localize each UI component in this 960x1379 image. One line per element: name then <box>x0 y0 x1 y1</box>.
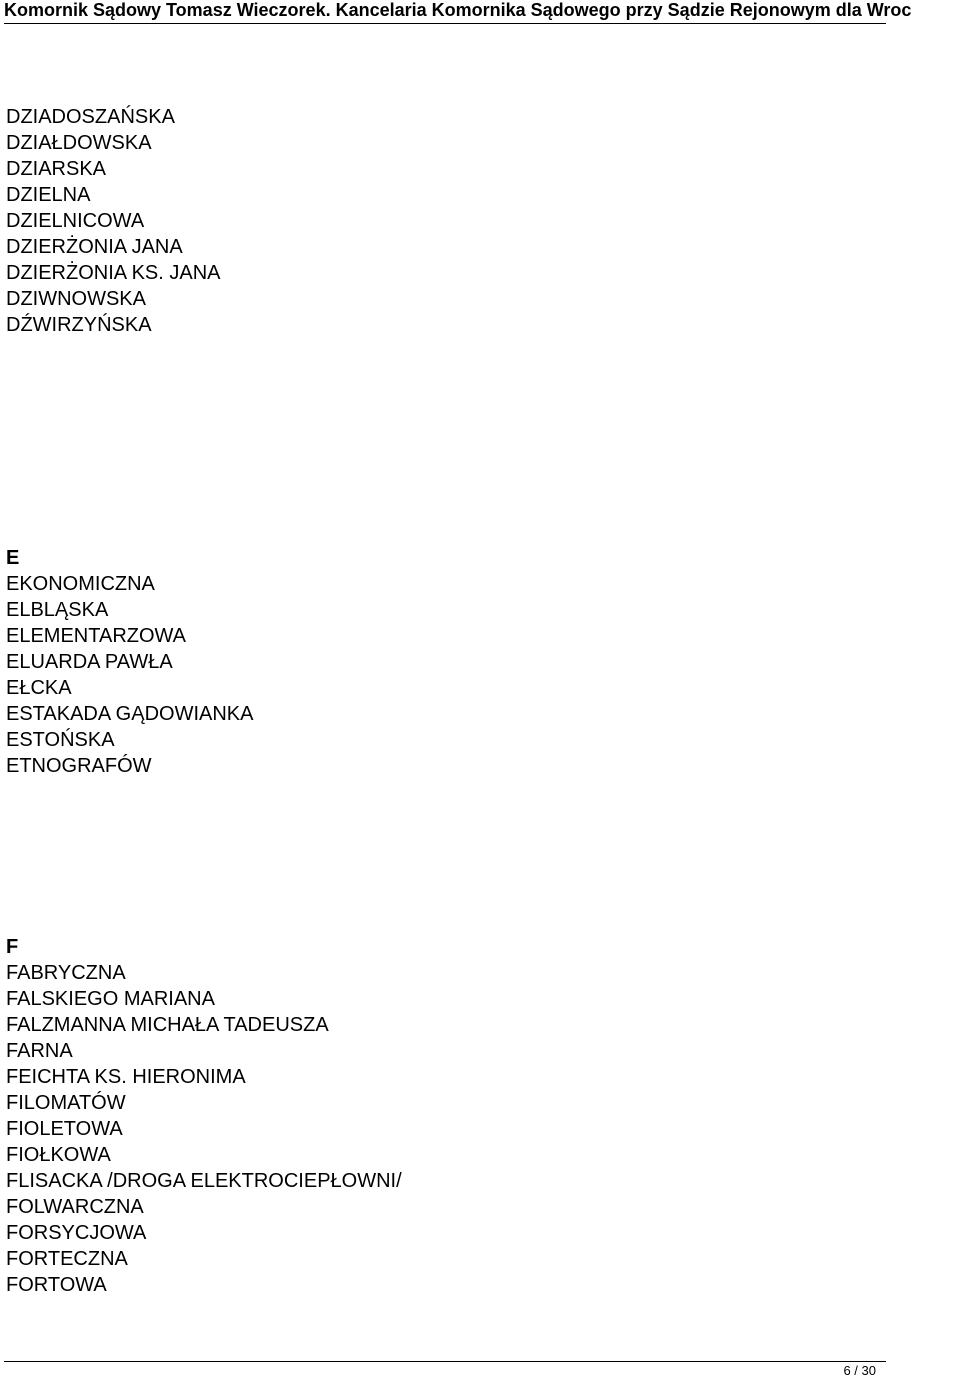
street-item: FARNA <box>6 1040 73 1062</box>
street-item: FORTOWA <box>6 1274 107 1296</box>
street-item: FEICHTA KS. HIERONIMA <box>6 1066 246 1088</box>
street-item: FOLWARCZNA <box>6 1196 144 1218</box>
street-item: ESTAKADA GĄDOWIANKA <box>6 703 254 725</box>
street-item: DZIELNA <box>6 184 91 206</box>
street-item: FIOŁKOWA <box>6 1144 111 1166</box>
street-item: ELUARDA PAWŁA <box>6 651 173 673</box>
street-list-e <box>6 545 253 779</box>
street-item: DZIARSKA <box>6 158 107 180</box>
street-item: DZIERŻONIA JANA <box>6 236 183 258</box>
section-letter-heading: E <box>6 547 20 569</box>
street-item: EKONOMICZNA <box>6 573 155 595</box>
header-divider <box>4 23 886 24</box>
page-number: 6 / 30 <box>843 1363 876 1378</box>
street-item: FALSKIEGO MARIANA <box>6 988 215 1010</box>
street-item: ESTOŃSKA <box>6 729 115 751</box>
street-item: FORTECZNA <box>6 1248 128 1270</box>
street-item: DZIWNOWSKA <box>6 288 146 310</box>
street-list-d <box>6 104 220 338</box>
street-item: FALZMANNA MICHAŁA TADEUSZA <box>6 1014 329 1036</box>
street-item: FORSYCJOWA <box>6 1222 147 1244</box>
footer-divider <box>4 1361 886 1362</box>
page-header-title: Komornik Sądowy Tomasz Wieczorek. Kancelaria Komornika Sądowego przy Sądzie Rejonowym dla Wroc <box>4 0 912 20</box>
street-item: ETNOGRAFÓW <box>6 755 152 777</box>
street-item: EŁCKA <box>6 677 72 699</box>
section-letter-heading: F <box>6 936 19 958</box>
street-item: FABRYCZNA <box>6 962 126 984</box>
street-item: DZIERŻONIA KS. JANA <box>6 262 221 284</box>
street-item: ELBLĄSKA <box>6 599 109 621</box>
street-item: FIOLETOWA <box>6 1118 123 1140</box>
street-item: ELEMENTARZOWA <box>6 625 187 647</box>
street-item: DZIADOSZAŃSKA <box>6 106 175 128</box>
street-item: DZIAŁDOWSKA <box>6 132 152 154</box>
street-item: FILOMATÓW <box>6 1092 126 1114</box>
street-item: DZIELNICOWA <box>6 210 145 232</box>
street-list-f <box>6 934 402 1298</box>
street-item: DŹWIRZYŃSKA <box>6 314 152 336</box>
street-item: FLISACKA /DROGA ELEKTROCIEPŁOWNI/ <box>6 1170 402 1192</box>
